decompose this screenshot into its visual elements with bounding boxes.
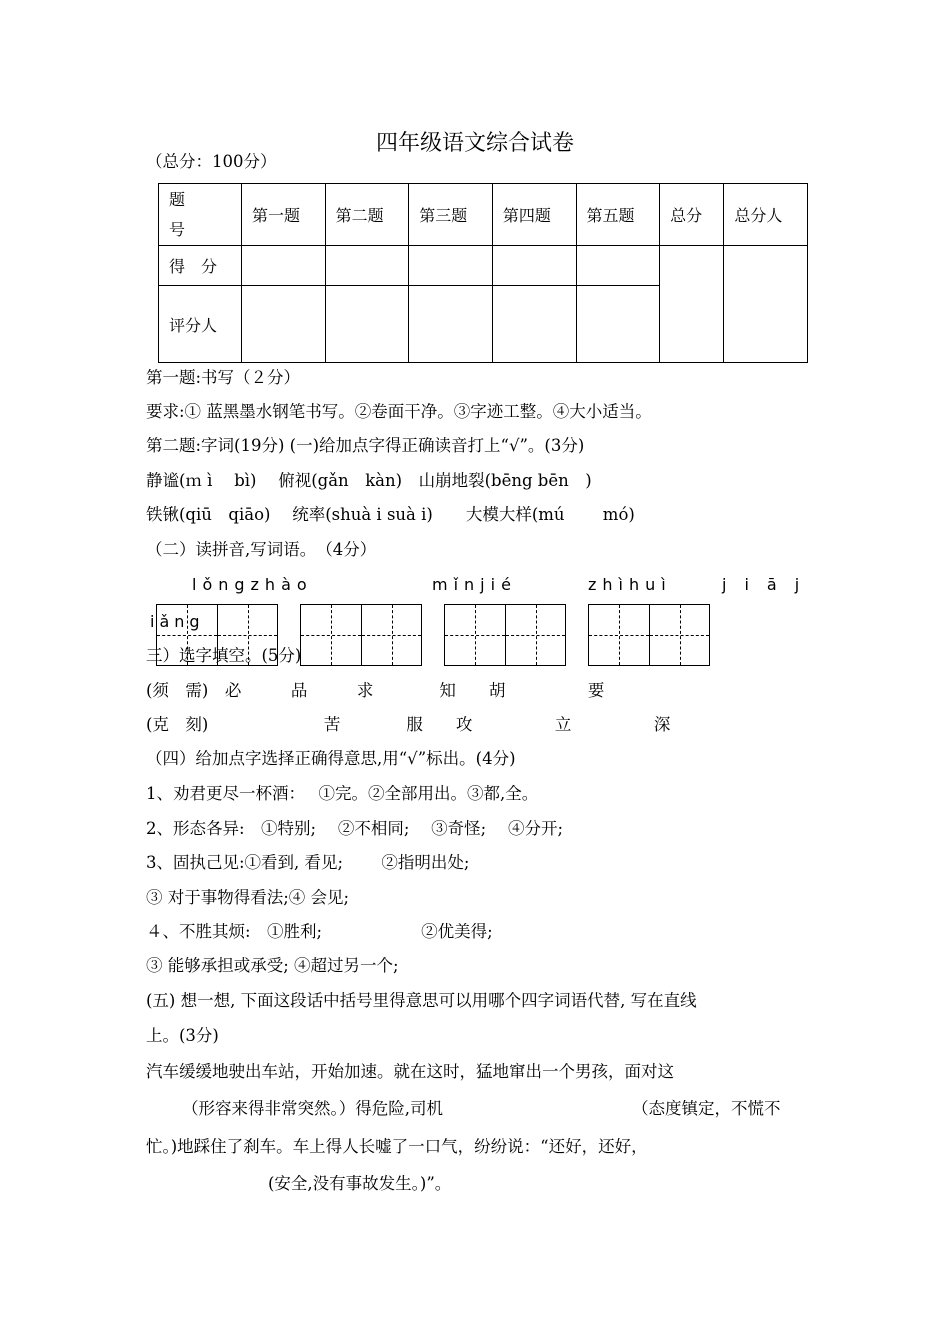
q2-part3-heading: 三）选字填空。(5分) [146,646,302,665]
score-table [158,183,808,363]
row-label: 得 分 [159,246,242,286]
pinyin-4-wrap: iǎng [150,612,205,631]
passage-line-2b: （态度镇定，不慌不 [632,1099,781,1118]
meaning-item-4-cont: ③ 能够承担或承受; ④超过另一个; [146,956,399,975]
score-cell[interactable] [409,246,493,286]
q2-part5-heading: (五) 想一想, 下面这段话中括号里得意思可以用哪个四字词语代替, 写在直线 [146,991,697,1010]
header-cell: 总分 [660,184,724,246]
pinyin-3: zhìhuì [588,575,672,594]
header-cell: 第二题 [325,184,409,246]
meaning-item-3: 3、固执己见:①看到, 看见; ②指明出处; [146,853,470,872]
passage-line-2a: （形容来得非常突然。）得危险,司机 [182,1099,443,1118]
meaning-item-3-cont: ③ 对于事物得看法;④ 会见; [146,888,350,907]
header-cell: 总分人 [724,184,808,246]
header-cell: 第四题 [492,184,576,246]
row-label: 评分人 [159,286,242,363]
passage-line-4: (安全,没有事故发生。)”。 [268,1174,452,1193]
passage-line-3: 忙。)地踩住了刹车。车上得人长嘘了一口气，纷纷说：“还好，还好， [146,1137,648,1156]
pronunciation-row-1: 静谧(ｍ ì bì) 俯视(gǎn kàn) 山崩地裂(bēng bēn ) [146,471,592,490]
grader-cell[interactable] [576,286,660,363]
score-cell[interactable] [576,246,660,286]
grader-cell[interactable] [325,286,409,363]
grader-cell[interactable] [242,286,326,363]
total-score-note: （总分：100分） [146,152,277,171]
header-cell: 第一题 [242,184,326,246]
header-cell: 第五题 [576,184,660,246]
pinyin-1: lǒngzhào [192,575,313,594]
pinyin-4: jiāj [722,575,818,594]
grader-cell[interactable] [492,286,576,363]
total-score-cell[interactable] [660,246,724,363]
grader-cell[interactable] [409,286,493,363]
q1-requirement: 要求:① 蓝黑墨水钢笔书写。②卷面干净。③字迹工整。④大小适当。 [146,402,652,421]
pronunciation-row-2: 铁锹(qiū qiāo) 统率(shuà i suà i) 大模大样(mú mó) [146,505,635,524]
q2-heading: 第二题:字词(19分) (一)给加点字得正确读音打上“√”。(3分) [146,436,585,455]
score-cell[interactable] [242,246,326,286]
writing-grid-4[interactable] [588,604,710,666]
choice-row-ke: (克 刻) 苦 服 攻 立 深 [146,715,671,734]
q2-part2-heading: （二）读拼音,写词语。 （4分） [146,540,377,559]
meaning-item-1: 1、劝君更尽一杯酒： ①完。②全部用出。③都,全。 [146,784,539,803]
writing-grid-3[interactable] [444,604,566,666]
passage-line-1: 汽车缓缓地驶出车站，开始加速。就在这时，猛地窜出一个男孩，面对这 [146,1062,674,1081]
pinyin-2: mǐnjié [432,575,517,594]
meaning-item-4: ４、不胜其烦: ①胜利; ②优美得; [146,922,493,941]
writing-grid-2[interactable] [300,604,422,666]
header-cell: 题 号 [159,184,242,246]
score-cell[interactable] [492,246,576,286]
score-cell[interactable] [325,246,409,286]
q2-part5-heading-cont: 上。(3分) [146,1026,219,1045]
meaning-item-2: 2、形态各异: ①特别; ②不相同; ③奇怪; ④分开; [146,819,564,838]
page-title: 四年级语文综合试卷 [375,131,574,156]
q1-heading: 第一题:书写（２分） [146,368,301,387]
choice-row-xu: (须 需) 必 品 求 知 胡 要 [146,681,605,700]
header-cell: 第三题 [409,184,493,246]
q2-part4-heading: （四）给加点字选择正确得意思,用“√”标出。(4分) [146,749,516,768]
total-scorer-cell[interactable] [724,246,808,363]
